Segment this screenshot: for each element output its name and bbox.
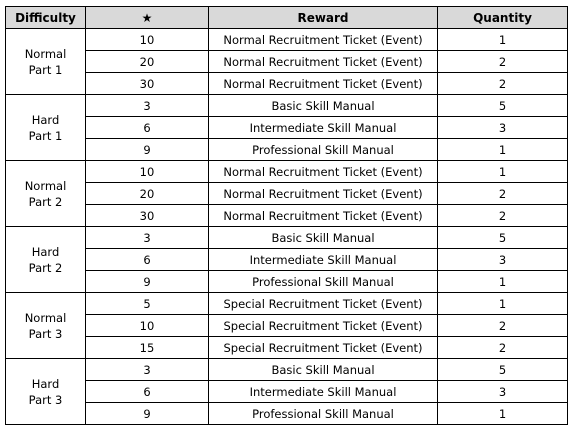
reward-cell: Professional Skill Manual [209, 139, 438, 161]
difficulty-part: Part 1 [28, 62, 63, 77]
quantity-cell: 5 [438, 359, 568, 381]
reward-cell: Basic Skill Manual [209, 359, 438, 381]
star-cell: 10 [86, 29, 209, 51]
reward-cell: Intermediate Skill Manual [209, 381, 438, 403]
reward-cell: Special Recruitment Ticket (Event) [209, 293, 438, 315]
reward-cell: Intermediate Skill Manual [209, 117, 438, 139]
header-reward: Reward [209, 7, 438, 29]
table-row [6, 315, 568, 337]
table-row [6, 73, 568, 95]
table-row [6, 381, 568, 403]
reward-cell: Normal Recruitment Ticket (Event) [209, 205, 438, 227]
quantity-cell: 2 [438, 73, 568, 95]
quantity-cell: 2 [438, 183, 568, 205]
star-cell: 6 [86, 249, 209, 271]
quantity-cell: 5 [438, 227, 568, 249]
quantity-cell: 1 [438, 161, 568, 183]
header-star: ★ [86, 7, 209, 29]
rewards-table [5, 6, 568, 425]
difficulty-part: Part 2 [28, 260, 63, 275]
table-row [6, 183, 568, 205]
quantity-cell: 1 [438, 139, 568, 161]
difficulty-cell [6, 293, 86, 359]
difficulty-cell [6, 161, 86, 227]
reward-cell: Normal Recruitment Ticket (Event) [209, 161, 438, 183]
star-cell: 9 [86, 271, 209, 293]
table-row [6, 227, 568, 249]
quantity-cell: 1 [438, 271, 568, 293]
quantity-cell: 3 [438, 381, 568, 403]
star-cell: 3 [86, 95, 209, 117]
reward-cell: Professional Skill Manual [209, 271, 438, 293]
reward-cell: Normal Recruitment Ticket (Event) [209, 183, 438, 205]
table-row [6, 95, 568, 117]
difficulty-mode: Hard [31, 376, 60, 391]
star-cell: 30 [86, 73, 209, 95]
table-row [6, 117, 568, 139]
reward-cell: Normal Recruitment Ticket (Event) [209, 29, 438, 51]
table-row [6, 249, 568, 271]
table-row [6, 29, 568, 51]
reward-cell: Special Recruitment Ticket (Event) [209, 337, 438, 359]
quantity-cell: 1 [438, 293, 568, 315]
difficulty-cell [6, 29, 86, 95]
star-cell: 9 [86, 139, 209, 161]
reward-cell: Professional Skill Manual [209, 403, 438, 425]
difficulty-mode: Hard [31, 244, 60, 259]
reward-cell: Intermediate Skill Manual [209, 249, 438, 271]
star-cell: 6 [86, 117, 209, 139]
header-difficulty: Difficulty [6, 7, 86, 29]
reward-cell: Special Recruitment Ticket (Event) [209, 315, 438, 337]
table-row [6, 359, 568, 381]
table-row [6, 271, 568, 293]
star-cell: 10 [86, 315, 209, 337]
reward-cell: Basic Skill Manual [209, 95, 438, 117]
quantity-cell: 1 [438, 29, 568, 51]
table-row [6, 139, 568, 161]
star-cell: 15 [86, 337, 209, 359]
difficulty-part: Part 1 [28, 128, 63, 143]
quantity-cell: 2 [438, 51, 568, 73]
difficulty-cell [6, 227, 86, 293]
quantity-cell: 3 [438, 249, 568, 271]
difficulty-mode: Normal [24, 310, 67, 325]
star-cell: 3 [86, 359, 209, 381]
quantity-cell: 5 [438, 95, 568, 117]
difficulty-part: Part 3 [28, 326, 63, 341]
star-cell: 30 [86, 205, 209, 227]
star-cell: 10 [86, 161, 209, 183]
difficulty-cell [6, 95, 86, 161]
star-cell: 9 [86, 403, 209, 425]
star-cell: 3 [86, 227, 209, 249]
table-body [6, 29, 568, 425]
table-row [6, 51, 568, 73]
quantity-cell: 1 [438, 403, 568, 425]
difficulty-part: Part 2 [28, 194, 63, 209]
reward-cell: Normal Recruitment Ticket (Event) [209, 73, 438, 95]
header-row [6, 7, 568, 29]
star-cell: 6 [86, 381, 209, 403]
quantity-cell: 2 [438, 337, 568, 359]
quantity-cell: 3 [438, 117, 568, 139]
table-row [6, 403, 568, 425]
table-row [6, 205, 568, 227]
table-row [6, 293, 568, 315]
quantity-cell: 2 [438, 315, 568, 337]
difficulty-mode: Normal [24, 46, 67, 61]
table-row [6, 337, 568, 359]
header-quantity: Quantity [438, 7, 568, 29]
table-row [6, 161, 568, 183]
reward-cell: Normal Recruitment Ticket (Event) [209, 51, 438, 73]
star-cell: 20 [86, 51, 209, 73]
reward-cell: Basic Skill Manual [209, 227, 438, 249]
difficulty-part: Part 3 [28, 392, 63, 407]
difficulty-mode: Normal [24, 178, 67, 193]
star-cell: 20 [86, 183, 209, 205]
star-cell: 5 [86, 293, 209, 315]
quantity-cell: 2 [438, 205, 568, 227]
difficulty-cell [6, 359, 86, 425]
difficulty-mode: Hard [31, 112, 60, 127]
